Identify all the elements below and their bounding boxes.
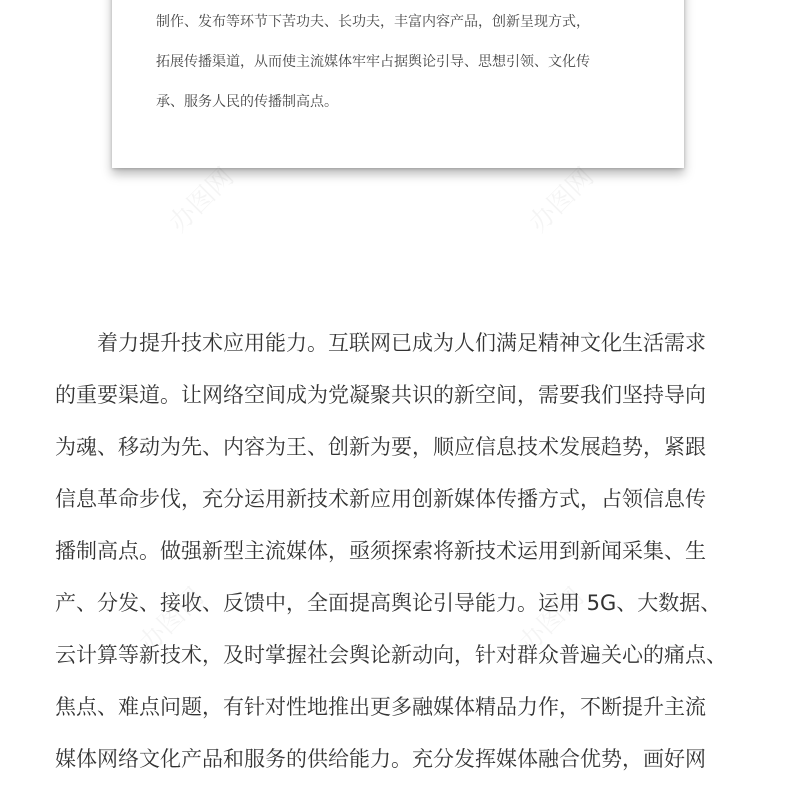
paragraph-line: 着力提升技术应用能力。互联网已成为人们满足精神文化生活需求 [55, 331, 706, 355]
paragraph-line: 云计算等新技术，及时掌握社会舆论新动向，针对群众普遍关心的痛点、 [55, 643, 727, 667]
paragraph-line: 媒体网络文化产品和服务的供给能力。充分发挥媒体融合优势，画好网 [55, 747, 706, 771]
paragraph-line: 播制高点。做强新型主流媒体，亟须探索将新技术运用到新闻采集、生 [55, 539, 706, 563]
paragraph-line: 的重要渠道。让网络空间成为党凝聚共识的新空间，需要我们坚持导向 [55, 383, 706, 407]
paragraph-line: 焦点、难点问题，有针对性地推出更多融媒体精品力作，不断提升主流 [55, 695, 706, 719]
quote-line: 拓展传播渠道，从而使主流媒体牢牢占据舆论引导、思想引领、文化传 [156, 54, 590, 70]
quote-line: 制作、发布等环节下苦功夫、长功夫，丰富内容产品，创新呈现方式， [156, 14, 590, 30]
quote-line: 承、服务人民的传播制高点。 [156, 94, 338, 110]
paragraph-line: 产、分发、接收、反馈中，全面提高舆论引导能力。运用 5G、大数据、 [55, 591, 722, 615]
quote-card [112, 0, 684, 168]
paragraph-line: 信息革命步伐，充分运用新技术新应用创新媒体传播方式，占领信息传 [55, 487, 706, 511]
paragraph-line: 为魂、移动为先、内容为王、创新为要，顺应信息技术发展趋势，紧跟 [55, 435, 706, 459]
